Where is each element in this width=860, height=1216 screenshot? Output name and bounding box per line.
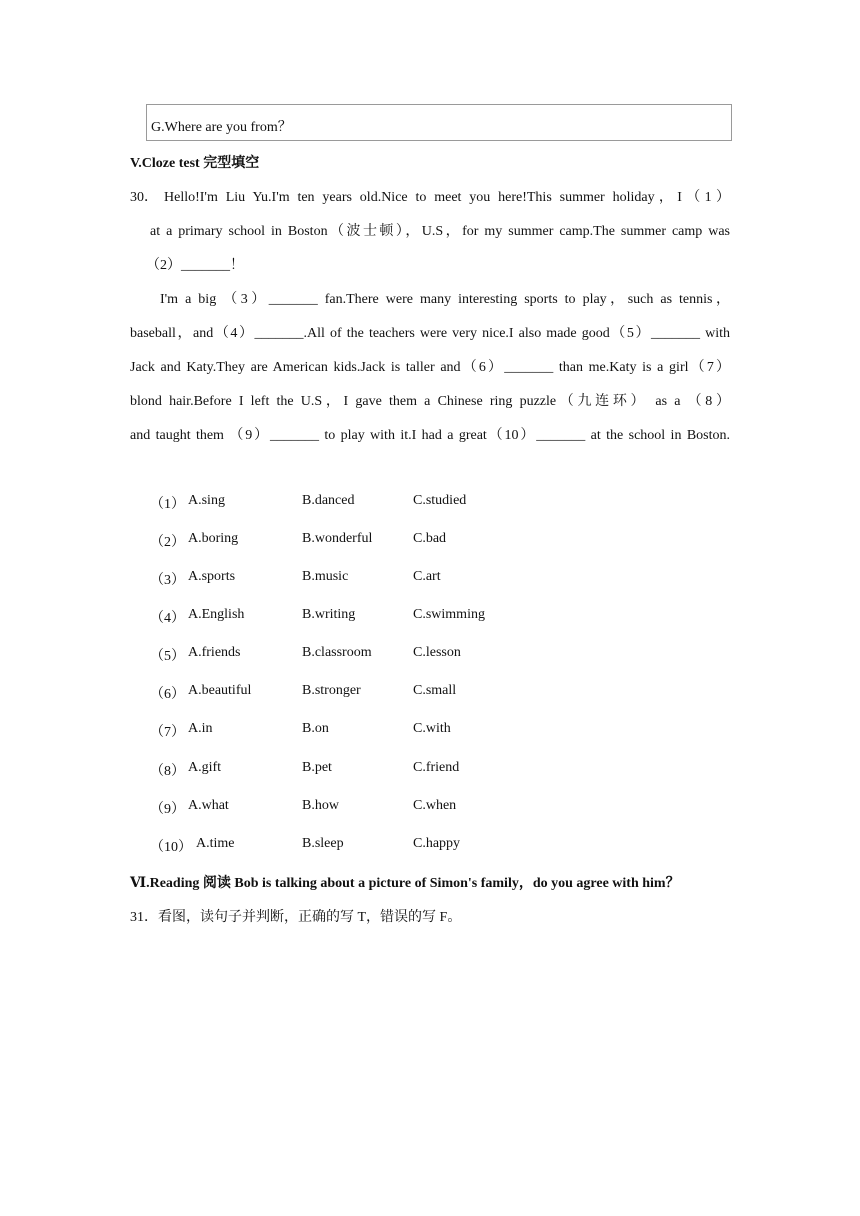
passage-line-8: and taught them （9）_______ to play with it.I had a great（10）_______ at the school in Boston. (130, 428, 730, 443)
question-31: 31．看图，读句子并判断，正确的写 T，错误的写 F。 (130, 910, 462, 925)
option-g-box (146, 104, 732, 141)
option-number: （8） (150, 764, 185, 779)
passage-line-1: Hello!I'm Liu Yu.I'm ten years old.Nice to meet you here!This summer holiday，I（1） (164, 190, 730, 205)
option-c: C.lesson (413, 645, 461, 660)
option-b: B.on (302, 721, 329, 736)
option-number: （2） (150, 535, 185, 550)
option-a: A.in (188, 721, 213, 736)
section-5-heading: V.Cloze test 完型填空 (130, 156, 260, 171)
question-30-number: 30． (130, 190, 158, 205)
passage-line-6: Jack and Katy.They are American kids.Jack is taller and（6）_______ than me.Katy is a girl（7） (130, 360, 730, 375)
option-b: B.sleep (302, 836, 344, 851)
option-number: （7） (150, 725, 185, 740)
option-a: A.what (188, 798, 229, 813)
option-number: （3） (150, 573, 185, 588)
option-a: A.beautiful (188, 683, 252, 698)
option-c: C.studied (413, 493, 467, 508)
passage-line-4: I'm a big （3）_______ fan.There were many interesting sports to play，such as tennis， (160, 292, 730, 307)
option-b: B.pet (302, 760, 332, 775)
passage-line-7: blond hair.Before I left the U.S，I gave them a Chinese ring puzzle（九连环） as a （8） (130, 394, 730, 409)
option-c: C.with (413, 721, 451, 736)
option-c: C.happy (413, 836, 461, 851)
option-number: （6） (150, 687, 185, 702)
option-a: A.sports (188, 569, 236, 584)
option-a: A.friends (188, 645, 241, 660)
option-c: C.when (413, 798, 457, 813)
option-a: A.gift (188, 760, 222, 775)
option-b: B.how (302, 798, 339, 813)
passage-line-5: baseball，and（4）_______.All of the teachers were very nice.I also made good（5）_______ with (130, 326, 730, 341)
option-b: B.writing (302, 607, 356, 622)
option-c: C.art (413, 569, 441, 584)
option-number: （1） (150, 497, 185, 512)
option-c: C.swimming (413, 607, 485, 622)
option-a: A.sing (188, 493, 225, 508)
option-a: A.English (188, 607, 245, 622)
option-b: B.danced (302, 493, 355, 508)
option-c: C.bad (413, 531, 447, 546)
option-c: C.friend (413, 760, 460, 775)
passage-line-2: at a primary school in Boston（波士顿），U.S，for my summer camp.The summer camp was (150, 224, 730, 239)
option-b: B.classroom (302, 645, 372, 660)
option-a: A.time (196, 836, 235, 851)
option-number: （4） (150, 611, 185, 626)
option-b: B.wonderful (302, 531, 373, 546)
option-b: B.stronger (302, 683, 361, 698)
option-number: （10） (150, 840, 192, 855)
section-6-heading: Ⅵ.Reading 阅读 Bob is talking about a picture of Simon's family，do you agree with him？ (130, 876, 680, 891)
passage-line-3: （2）_______！ (146, 258, 244, 273)
option-a: A.boring (188, 531, 239, 546)
option-c: C.small (413, 683, 457, 698)
option-b: B.music (302, 569, 349, 584)
option-number: （9） (150, 802, 185, 817)
option-g-text: G.Where are you from？ (151, 120, 292, 135)
option-number: （5） (150, 649, 185, 664)
